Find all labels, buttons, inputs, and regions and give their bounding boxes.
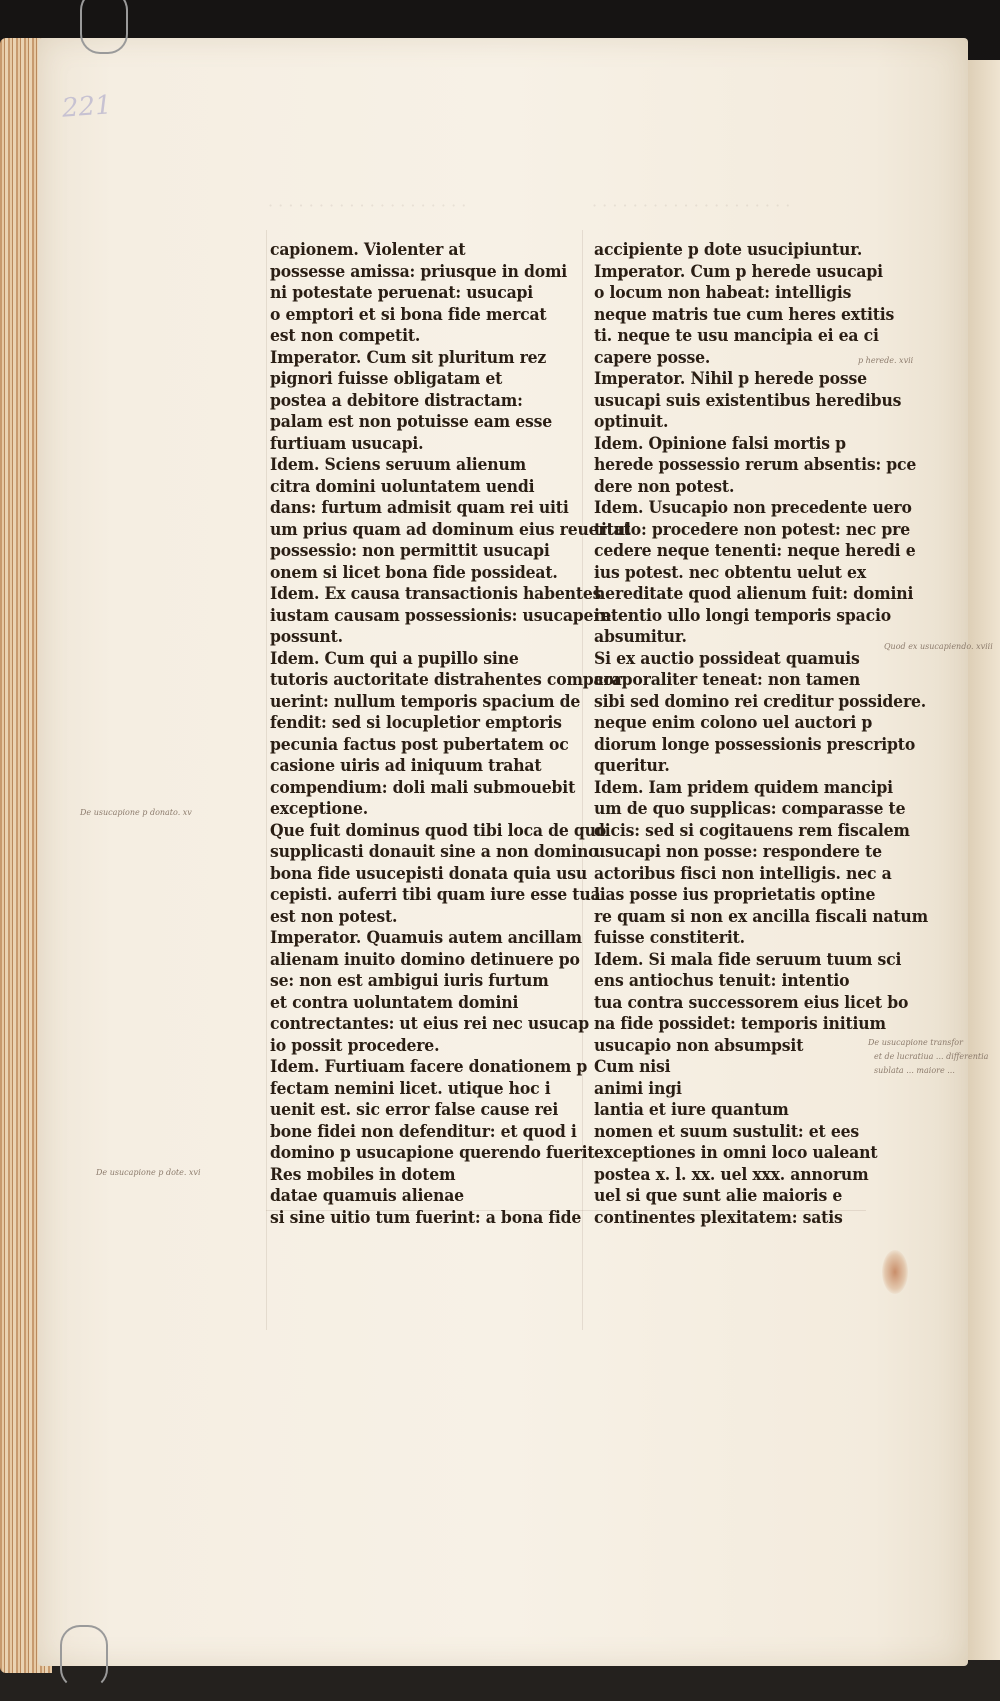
text-line: accipiente p dote usucipiuntur. <box>594 240 863 260</box>
folio-number: 221 <box>61 90 113 124</box>
left-text-column <box>270 240 631 1229</box>
text-line: Res mobiles in dotem <box>270 1164 456 1185</box>
text-line: citra domini uoluntatem uendi <box>270 476 535 497</box>
text-line: datae quamuis alienae <box>270 1186 464 1206</box>
text-line: uenit est. sic error false cause rei <box>270 1100 559 1120</box>
text-line: usucapi suis existentibus heredibus <box>594 390 902 411</box>
text-line: neque enim colono uel auctori p <box>594 713 873 733</box>
margin-note: et de lucratiua ... differentia <box>874 1052 989 1061</box>
text-line: um de quo supplicas: comparasse te <box>594 799 906 819</box>
text-line: Imperator. Quamuis autem ancillam <box>270 928 582 948</box>
ruling-line <box>266 230 267 1330</box>
text-line: sibi sed domino rei creditur possidere. <box>594 691 927 712</box>
text-line: onem si licet bona fide possideat. <box>270 562 558 583</box>
text-line: est non competit. <box>270 326 421 346</box>
ruling-line <box>582 230 583 1330</box>
text-line: continentes plexitatem: satis <box>594 1207 843 1228</box>
text-line: Imperator. Cum p herede usucapi <box>594 261 883 282</box>
text-line: na fide possidet: temporis initium <box>594 1014 886 1034</box>
text-line: intentio ullo longi temporis spacio <box>594 605 891 626</box>
text-line: ti. neque te usu mancipia ei ea ci <box>594 326 879 346</box>
text-line: casione uiris ad iniquum trahat <box>270 756 542 776</box>
text-line: Idem. Sciens seruum alienum <box>270 455 527 475</box>
margin-note: De usucapione p donato. xv <box>80 808 192 817</box>
text-line: actoribus fisci non intelligis. nec a <box>594 863 892 884</box>
text-line: fuisse constiterit. <box>594 928 745 948</box>
text-line: compendium: doli mali submouebit <box>270 777 576 798</box>
margin-note: De usucapione transfor <box>868 1038 963 1047</box>
text-line: Idem. Si mala fide seruum tuum sci <box>594 949 902 970</box>
text-line: pecunia factus post pubertatem oc <box>270 734 569 755</box>
text-line: o emptori et si bona fide mercat <box>270 304 547 325</box>
text-line: queritur. <box>594 756 670 776</box>
text-line: usucapi non posse: respondere te <box>594 842 882 862</box>
text-line: Idem. Usucapio non precedente uero <box>594 498 912 518</box>
text-line: Idem. Cum qui a pupillo sine <box>270 648 519 669</box>
text-line: Idem. Iam pridem quidem mancipi <box>594 777 893 798</box>
text-line: dere non potest. <box>594 476 735 497</box>
text-line: domino p usucapione querendo fuerit <box>270 1143 595 1163</box>
margin-note: sublata ... maiore ... <box>874 1066 955 1075</box>
text-line: optinuit. <box>594 412 669 432</box>
text-line: o locum non habeat: intelligis <box>594 283 852 303</box>
text-line: palam est non potuisse eam esse <box>270 412 552 432</box>
margin-note: Quod ex usucapiendo. xviii <box>884 642 993 651</box>
text-line: animi ingi <box>594 1078 682 1099</box>
text-line: bona fide usucepisti donata quia usu <box>270 863 588 884</box>
text-line: iustam causam possessionis: usucapere <box>270 605 612 626</box>
text-line: se: non est ambigui iuris furtum <box>270 971 549 991</box>
text-line: lantia et iure quantum <box>594 1100 789 1120</box>
text-line: supplicasti donauit sine a non domino <box>270 842 599 862</box>
text-line: dicis: sed si cogitauens rem fiscalem <box>594 820 910 841</box>
text-line: hereditate quod alienum fuit: domini <box>594 584 914 604</box>
text-line: possessio: non permittit usucapi <box>270 541 550 561</box>
text-line: diorum longe possessionis prescripto <box>594 734 916 755</box>
next-leaf-edge <box>965 60 1000 1660</box>
text-line: pignori fuisse obligatam et <box>270 369 503 389</box>
text-line: tutoris auctoritate distrahentes compara <box>270 670 622 690</box>
text-line: bone fidei non defenditur: et quod i <box>270 1121 577 1142</box>
text-line: corporaliter teneat: non tamen <box>594 670 861 690</box>
text-line: um prius quam ad dominum eius reuertat <box>270 519 631 540</box>
text-line: ius potest. nec obtentu uelut ex <box>594 562 866 583</box>
text-line: exceptione. <box>270 799 369 819</box>
margin-note: p herede. xvii <box>858 356 914 365</box>
text-line: cepisti. auferri tibi quam iure esse tua <box>270 885 601 905</box>
text-line: Idem. Furtiuam facere donationem p <box>270 1057 588 1077</box>
bleed-through-text: · · · · · · · · · · · · · · · · · · · · <box>592 196 791 215</box>
text-line: Idem. Opinione falsi mortis p <box>594 433 846 454</box>
text-line: titulo: procedere non potest: nec pre <box>594 519 910 540</box>
text-line: et contra uoluntatem domini <box>270 992 519 1013</box>
text-line: Que fuit dominus quod tibi loca de quo <box>270 820 607 841</box>
text-line: ni potestate peruenat: usucapi <box>270 283 534 303</box>
text-line: cedere neque tenenti: neque heredi e <box>594 541 916 561</box>
text-line: neque matris tue cum heres extitis <box>594 304 895 325</box>
text-line: capere posse. <box>594 347 711 368</box>
text-line: capionem. Violenter at <box>270 240 466 260</box>
text-line: io possit procedere. <box>270 1035 440 1056</box>
text-line: Si ex auctio possideat quamuis <box>594 648 860 669</box>
text-line: Idem. Ex causa transactionis habentes <box>270 584 602 604</box>
text-line: uerint: nullum temporis spacium de <box>270 691 581 712</box>
text-line: si sine uitio tum fuerint: a bona fide <box>270 1207 582 1228</box>
margin-note: De usucapione p dote. xvi <box>96 1168 201 1177</box>
text-line: nomen et suum sustulit: et ees <box>594 1121 859 1142</box>
text-line: exceptiones in omni loco ualeant <box>594 1143 878 1163</box>
text-line: contrectantes: ut eius rei nec usucap <box>270 1014 589 1034</box>
clip-icon <box>60 1625 108 1689</box>
text-line: alienam inuito domino detinuere po <box>270 949 580 970</box>
text-line: ens antiochus tenuit: intentio <box>594 971 850 991</box>
text-line: absumitur. <box>594 627 687 647</box>
text-line: herede possessio rerum absentis: pce <box>594 455 917 475</box>
water-stain <box>882 1250 908 1294</box>
text-line: postea a debitore distractam: <box>270 390 523 411</box>
text-line: Cum nisi <box>594 1057 671 1077</box>
clip-icon <box>80 0 128 54</box>
text-line: furtiuam usucapi. <box>270 433 424 454</box>
text-line: postea x. l. xx. uel xxx. annorum <box>594 1164 869 1185</box>
bleed-through-text: · · · · · · · · · · · · · · · · · · · · <box>268 196 467 215</box>
text-line: dans: furtum admisit quam rei uiti <box>270 498 569 518</box>
text-line: Imperator. Nihil p herede posse <box>594 369 867 389</box>
text-line: est non potest. <box>270 906 398 927</box>
text-line: fectam nemini licet. utique hoc i <box>270 1078 551 1099</box>
text-line: re quam si non ex ancilla fiscali natum <box>594 906 928 927</box>
text-line: Imperator. Cum sit pluritum rez <box>270 347 547 368</box>
text-line: possesse amissa: priusque in domi <box>270 261 568 282</box>
text-line: lias posse ius proprietatis optine <box>594 885 876 905</box>
text-line: usucapio non absumpsit <box>594 1035 804 1056</box>
text-line: fendit: sed si locupletior emptoris <box>270 713 562 733</box>
text-line: possunt. <box>270 627 343 647</box>
text-line: tua contra successorem eius licet bo <box>594 992 909 1013</box>
text-line: uel si que sunt alie maioris e <box>594 1186 843 1206</box>
